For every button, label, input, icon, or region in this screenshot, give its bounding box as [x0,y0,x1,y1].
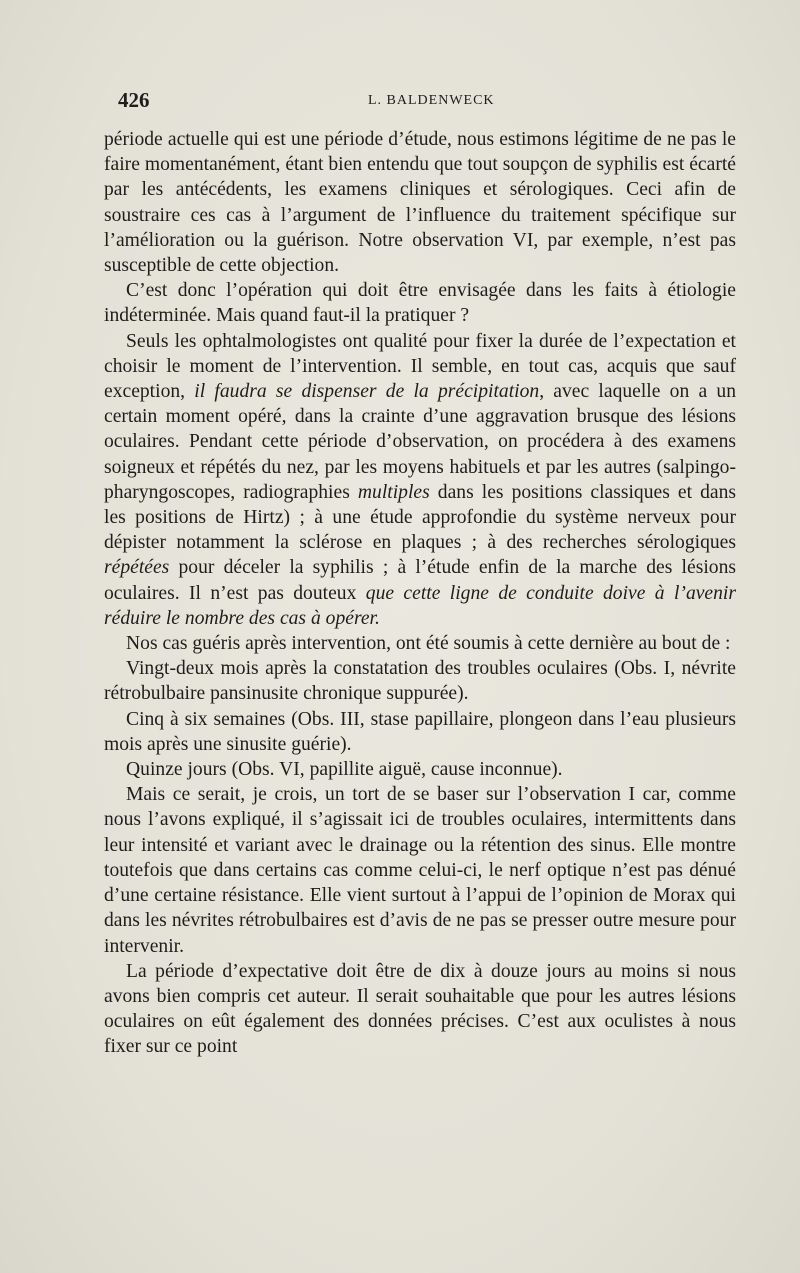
paragraph [104,959,736,1060]
text-run: Quinze jours (Obs. VI, papillite aiguë, cause inconnue). [126,759,563,781]
paragraph [104,656,736,706]
text-run: , avec laquelle on a un certain moment opéré, dans la crainte d’une aggravation brusque des lésions oculaires. Pendant cette période d’observation, on procédera à des examens soigneux et répétés du nez, par les moyens habituels et par les autres (salpingo-pharyngoscopes, radiographies [104,381,736,503]
paragraph [104,782,736,958]
paragraph [104,278,736,328]
text-run: Vingt-deux mois après la constatation des troubles oculaires (Obs. I, névrite rétrobulbaire pansinusite chronique suppurée). [104,658,736,705]
body-text [104,127,736,1060]
text-run: pour déceler la syphilis ; à l’étude enfin de la marche des lésions oculaires. Il n’est pas douteux [104,557,736,604]
paragraph [104,127,736,278]
text-run: période actuelle qui est une période d’étude, nous estimons légitime de ne pas le faire momentanément, étant bien entendu que tout soupçon de syphilis est écarté par les antécédents, les examens cliniques et sérologiques. Ceci afin de soustraire ces cas à l’argument de l’influence du traitement spécifique sur l’amélioration ou la guérison. Notre observation VI, par exemple, n’est pas susceptible de cette objection. [104,129,736,277]
page-header [118,88,708,116]
text-run: dans les positions classiques et dans les positions de Hirtz) ; à une étude approfondie du système nerveux pour dépister notamment la sclérose en plaques ; à des recherches sérologiques [104,481,737,554]
running-head: L. BALDENWECK [368,93,495,108]
paragraph [104,707,736,757]
text-run: Cinq à six semaines (Obs. III, stase papillaire, plongeon dans l’eau plusieurs mois après une sinusite guérie). [104,708,736,755]
text-run: Seuls les ophtalmologistes ont qualité pour fixer la durée de l’expectation et choisir le moment de l’intervention. Il semble, en tout cas, acquis que sauf exception, [104,330,736,403]
text-run: La période d’expectative doit être de dix à douze jours au moins si nous avons bien compris cet auteur. Il serait souhaitable que pour les autres lésions oculaires on eût également des données précises. C’est aux oculistes à nous fixer sur ce point [104,960,736,1058]
italic-text: que cette ligne de conduite doive à l’avenir réduire le nombre des cas à opérer. [104,582,736,629]
page-number: 426 [118,88,150,112]
text-run: C’est donc l’opération qui doit être envisagée dans les faits à étiologie indéterminée. Mais quand faut-il la pratiquer ? [104,280,736,327]
italic-text: il faudra se dispenser de la précipitation [194,381,540,403]
text-run: Nos cas guéris après intervention, ont été soumis à cette dernière au bout de : [126,633,731,655]
paragraph [104,329,736,631]
text-run: Mais ce serait, je crois, un tort de se baser sur l’observation I car, comme nous l’avons expliqué, il s’agissait ici de troubles oculaires, intermittents dans leur intensité et variant avec le drainage ou la rétention des sinus. Elle montre toutefois que dans certains cas comme celui-ci, le nerf optique n’est pas dénué d’une certaine résistance. Elle vient surtout à l’appui de l’opinion de Morax qui dans les névrites rétrobulbaires est d’avis de ne pas se presser outre mesure pour intervenir. [104,784,736,957]
italic-text: répétées [104,557,170,579]
paragraph [104,757,736,782]
paragraph [104,631,736,656]
italic-text: multiples [357,481,430,503]
